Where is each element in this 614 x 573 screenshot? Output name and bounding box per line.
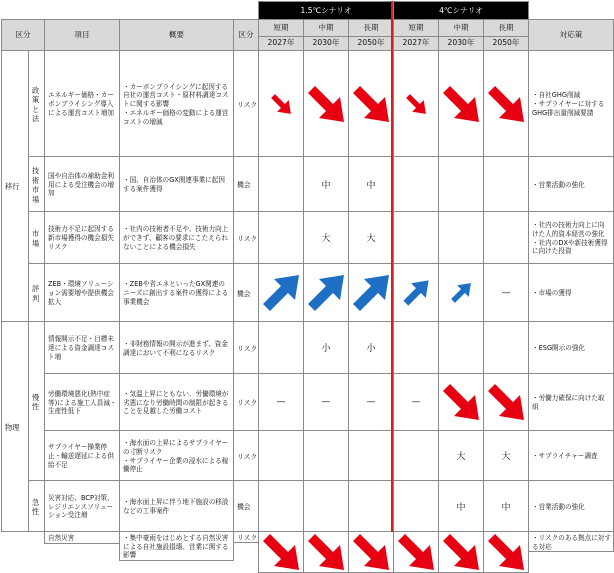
down-arrow-icon [441,84,481,124]
subgroup-acute: 急性 [28,480,45,532]
up-arrow-icon [351,273,391,313]
impact-4-long [483,263,529,322]
down-arrow-icon [486,532,526,572]
risk-item: ZEB・環境ソリューション需要増や提供機会拡大 [44,263,120,322]
countermeasure: ・社内の技術力向上に向けた人的資本経営の強化 ・社内のDXや新技術獲得に向けた投資 [528,211,614,264]
countermeasure: ・自社GHG削減 ・サプライヤーに対するGHG排出量削減要請 [528,50,614,157]
down-arrow-icon [270,93,292,115]
impact-level: 中 [366,180,376,191]
impact-1-5-short [258,373,304,431]
no-impact-dash: — [276,397,286,407]
subgroup-tech: 技術市場 [28,156,45,212]
subgroup-chronic: 慢性 [28,321,45,481]
impact-1-5-short [258,50,304,157]
scenario-divider-line [391,1,393,532]
impact-4-short [393,211,439,264]
risk-item: エネルギー価格・カーボンプライシング導入による運営コスト増加 [44,50,120,157]
impact-1-5-long [348,430,394,481]
countermeasure: ・営業活動の強化 [528,156,614,212]
impact-4-mid [438,430,484,481]
impact-4-short [393,373,439,431]
down-arrow-icon [396,532,436,572]
header-term-short: 短期 [258,19,304,37]
impact-1-5-short [258,480,304,532]
risk-type-label: 機会 [233,480,259,532]
impact-1-5-long [348,50,394,157]
impact-1-5-mid [303,263,349,322]
up-arrow-icon [450,282,472,304]
countermeasure: ・ESG開示の強化 [528,321,614,374]
impact-1-5-long [348,211,394,264]
header-term-short: 短期 [393,19,439,37]
header-year-y2050: 2050年 [483,36,529,51]
impact-1-5-short [258,430,304,481]
impact-4-long [483,531,529,573]
header-year-y2027: 2027年 [258,36,304,51]
risk-type-label: リスク [233,430,259,481]
impact-level: 大 [321,234,331,244]
risk-type-label: リスク [233,373,259,431]
countermeasure: ・市場の獲得 [528,263,614,322]
risk-type-label: リスク [233,531,259,543]
header-type: 区分 [233,19,259,51]
scenario-analysis-table [1,1,613,560]
risk-summary: ・国、自治体のGX関連事業に起因する案件獲得 [119,156,234,212]
down-arrow-icon [306,532,346,572]
impact-level: 小 [321,344,331,354]
header-measures: 対応策 [528,19,614,51]
impact-level: 大 [501,452,511,462]
impact-4-short [393,263,439,322]
impact-1-5-short [258,531,304,573]
impact-4-short [393,321,439,374]
risk-summary: ・集中豪雨をはじめとする自然災害による自社施設損壊、営業に関する影響 [119,531,234,561]
down-arrow-icon [486,382,526,422]
risk-summary: ・海水面上昇に伴う地下施設の移設などの工事案件 [119,480,234,532]
group-physical: 物理 [1,321,29,532]
impact-4-mid [438,211,484,264]
impact-1-5-long [348,156,394,212]
scenario-header-1-5: 1.5℃シナリオ [258,1,394,20]
countermeasure: ・営業活動の強化 [528,480,614,532]
impact-4-mid [438,480,484,532]
impact-1-5-long [348,480,394,532]
header-term-mid: 中期 [303,19,349,37]
risk-item: サプライヤー操業停止・輸送遅延による供給不足 [44,430,120,481]
impact-level: 中 [321,180,331,191]
countermeasure: ・サプライチャー調査 [528,430,614,481]
header-term-mid: 中期 [438,19,484,37]
risk-item: 自然災害 [44,531,120,544]
impact-1-5-long [348,373,394,431]
header-year-y2030: 2030年 [303,36,349,51]
scenario-header-4: 4℃シナリオ [393,1,529,20]
impact-1-5-mid [303,531,349,573]
down-arrow-icon [261,532,301,572]
header-term-long: 長期 [348,19,394,37]
risk-type-label: リスク [233,50,259,157]
risk-summary: ・気温上昇にともない、労働環境が劣悪になり労働時間の制限が起きることを見越した労働コスト [119,373,234,431]
countermeasure: ・労働力確保に向けた取組 [528,373,614,431]
header-item: 項目 [44,19,120,51]
subgroup-policy: 政策と法 [28,50,45,157]
countermeasure: ・リスクのある拠点に対する対応 [528,531,614,552]
up-arrow-icon [402,279,430,307]
risk-item: 技術力不足に起因する新市場獲得の機会損失リスク [44,211,120,264]
risk-type-label: リスク [233,321,259,374]
impact-level: 中 [456,502,466,513]
risk-summary: ・ZEBや省エネといったGX関連のニーズに創出する案件の獲得による事業機会 [119,263,234,322]
impact-1-5-short [258,321,304,374]
up-arrow-icon [306,273,346,313]
impact-4-short [393,531,439,573]
impact-4-long [483,430,529,481]
risk-summary: ・カーボンプライシングに起因する自社の運営コスト・原材料調達コストに関する影響 ・エネルギー価格の変動による運営コストの増減 [119,50,234,157]
impact-4-short [393,50,439,157]
risk-summary: ・社内の技術者不足や、技術力向上ができず、顧客の要求にこたえられないことによる機会損失 [119,211,234,264]
group-transition: 移行 [1,50,29,322]
impact-1-5-mid [303,373,349,431]
down-arrow-icon [351,532,391,572]
risk-summary: ・非財務情報の開示が進まず、資金調達において不利になるリスク [119,321,234,374]
no-impact-dash: — [366,397,376,407]
impact-4-short [393,480,439,532]
impact-4-long [483,373,529,431]
risk-item: 災害対応、BCP対策、レジリエンスソリューション受注増 [44,480,120,532]
risk-type-label: 機会 [233,156,259,212]
down-arrow-icon [306,84,346,124]
impact-1-5-long [348,321,394,374]
impact-level: 大 [366,234,376,244]
impact-1-5-mid [303,211,349,264]
no-impact-dash: — [411,397,421,407]
header-category: 区分 [1,19,45,51]
impact-level: 小 [366,344,376,354]
impact-1-5-mid [303,430,349,481]
impact-4-long [483,156,529,212]
impact-1-5-mid [303,156,349,212]
down-arrow-icon [441,532,481,572]
risk-item: 国や自治体の補助金利用による受注機会の増加 [44,156,120,212]
risk-type-label: 機会 [233,263,259,322]
no-impact-dash: — [501,287,511,298]
down-arrow-icon [351,84,391,124]
impact-4-long [483,321,529,374]
impact-4-mid [438,263,484,322]
down-arrow-icon [486,84,526,124]
down-arrow-icon [441,382,481,422]
impact-1-5-long [348,263,394,322]
impact-1-5-mid [303,480,349,532]
impact-4-mid [438,373,484,431]
risk-item: 情報開示不足・目標未達による資金調達コスト増 [44,321,120,374]
impact-level: 中 [501,502,511,513]
risk-type-label: リスク [233,211,259,264]
risk-summary: ・海水面の上昇によるサプライヤーの寸断リスク ・サプライヤー企業の浸水による稼働停止 [119,430,234,481]
impact-1-5-short [258,263,304,322]
header-term-long: 長期 [483,19,529,37]
impact-4-mid [438,531,484,573]
header-summary: 概要 [119,19,234,51]
impact-1-5-short [258,211,304,264]
risk-item: 労働環境悪化(熱中症等)による施工人員減・生産性低下 [44,373,120,431]
down-arrow-icon [405,93,427,115]
impact-1-5-mid [303,321,349,374]
impact-4-long [483,211,529,264]
impact-4-long [483,50,529,157]
header-year-y2030: 2030年 [438,36,484,51]
impact-level: 大 [456,452,466,462]
impact-4-long [483,480,529,532]
impact-4-mid [438,156,484,212]
impact-1-5-long [348,531,394,573]
impact-4-mid [438,50,484,157]
no-impact-dash: — [321,397,331,407]
impact-4-short [393,156,439,212]
up-arrow-icon [261,273,301,313]
header-year-y2050: 2050年 [348,36,394,51]
impact-1-5-short [258,156,304,212]
impact-1-5-mid [303,50,349,157]
subgroup-reputation: 評判 [28,263,45,322]
impact-4-mid [438,321,484,374]
header-year-y2027: 2027年 [393,36,439,51]
impact-4-short [393,430,439,481]
subgroup-market: 市場 [28,211,45,264]
